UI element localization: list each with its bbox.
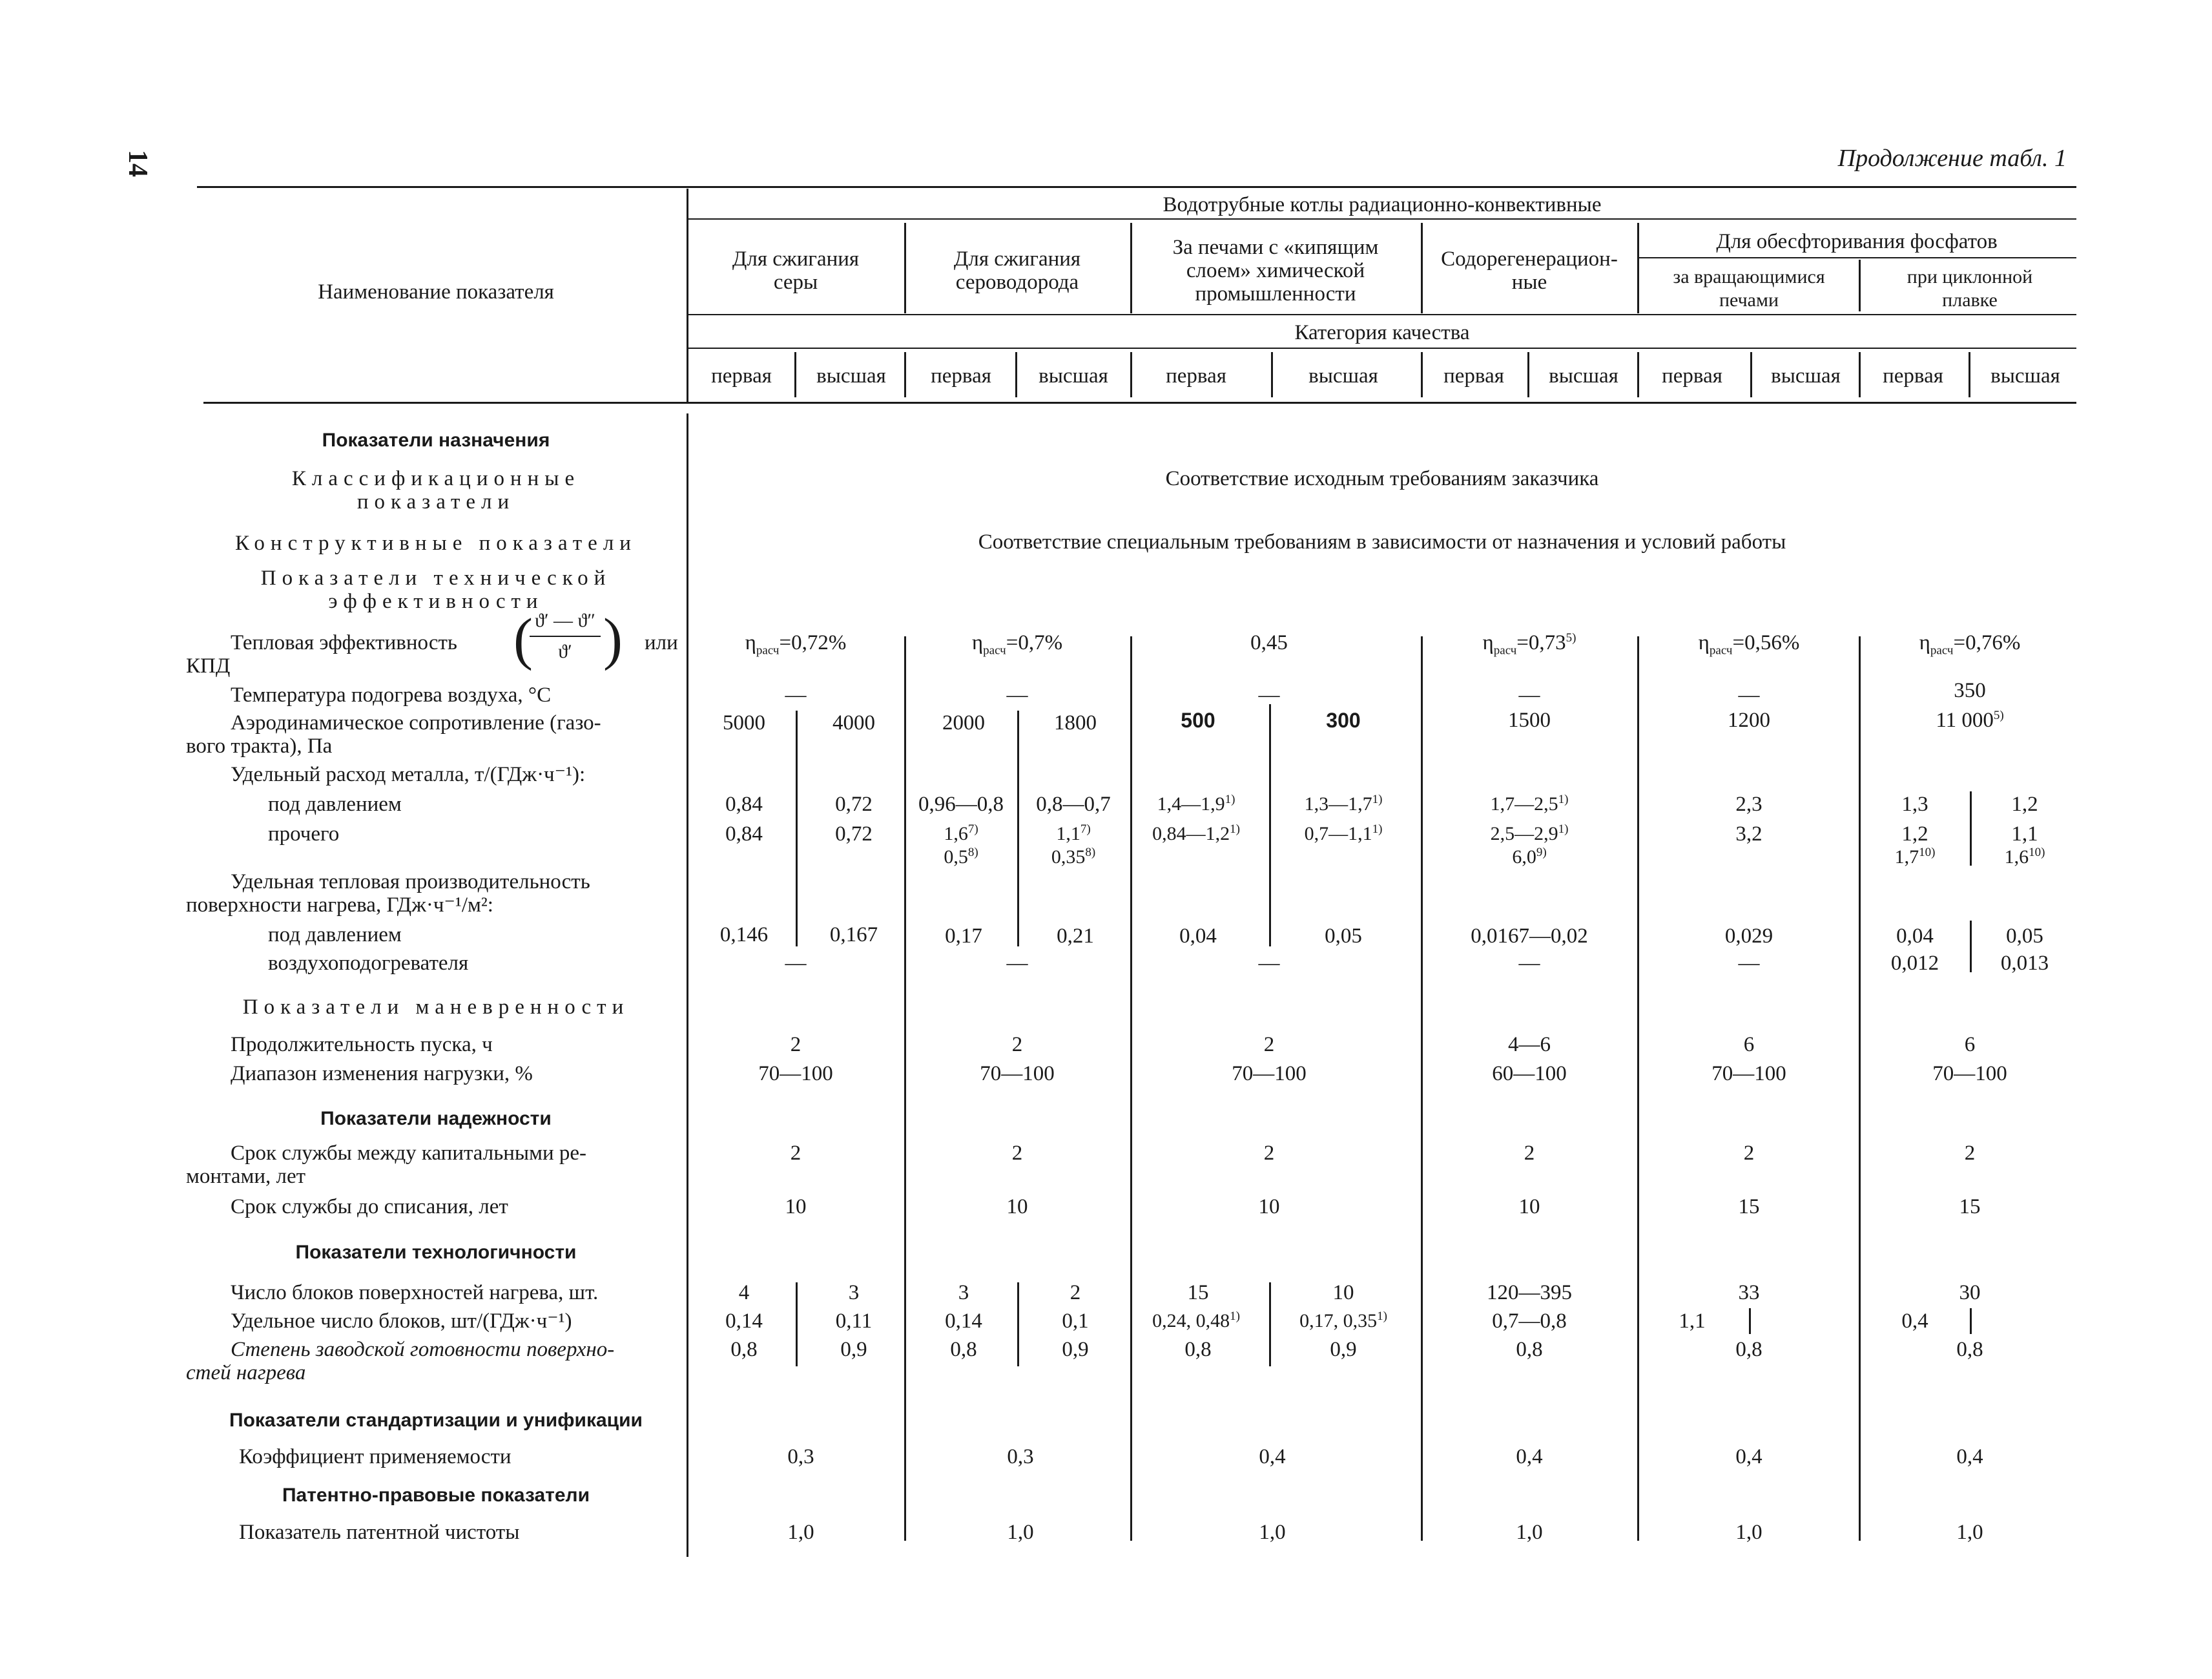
readiness-cell: 0,8 — [1735, 1338, 1762, 1361]
thermal-label: Тепловая эффективность — [231, 631, 457, 654]
inner-div — [1269, 1282, 1271, 1366]
loadrange-cell: 60—100 — [1492, 1062, 1567, 1085]
airtemp-col1: — — [785, 683, 807, 707]
cat-div — [1527, 352, 1529, 397]
blocks-cell: 30 — [1959, 1281, 1981, 1304]
metal-up-cell: 1,7—2,5$^{1)}$ — [1490, 793, 1569, 815]
blocks-cell: 120—395 — [1487, 1281, 1572, 1304]
metal-oth2-cell: 0,5$^{8)}$ — [944, 846, 978, 868]
heatprod-pressure-label: под давлением — [268, 923, 402, 946]
col5-header-l2: печами — [1719, 289, 1779, 311]
specblocks-cell: 1,1 — [1679, 1309, 1706, 1333]
startup-label: Продолжительность пуска, ч — [231, 1033, 493, 1056]
life-cell: 10 — [1006, 1195, 1028, 1218]
eta-col5: $\eta_{расч}=0,56\%$ — [1698, 631, 1800, 658]
section-patent: Патентно-правовые показатели — [282, 1485, 590, 1506]
startup-cell: 2 — [1263, 1033, 1275, 1056]
hdr-div — [1637, 223, 1639, 313]
body-div — [1421, 636, 1423, 1541]
metal-up-cell: 1,3—1,7$^{1)}$ — [1304, 793, 1383, 815]
startup-cell: 2 — [1011, 1033, 1023, 1056]
col3-header-l2: слоем» химической — [1186, 259, 1365, 282]
eta-col4: $\eta_{расч}=0,73^{5)}$ — [1482, 631, 1576, 658]
hdr-div — [1421, 223, 1423, 313]
applic-cell: 0,3 — [1007, 1445, 1034, 1468]
category-rule — [688, 348, 2076, 349]
cat-highest: высшая — [1308, 364, 1378, 388]
specblocks-label: Удельное число блоков, шт/(ГДж·ч⁻¹) — [231, 1309, 572, 1333]
service-cell: 2 — [1743, 1142, 1755, 1165]
section-purpose: Показатели назначения — [322, 430, 550, 451]
cat-first: первая — [1166, 364, 1226, 388]
classif-value: Соответствие исходным требованиям заказчика — [1165, 467, 1599, 490]
life-cell: 10 — [1518, 1195, 1540, 1218]
fraction-bar — [530, 636, 601, 637]
readiness-cell: 0,8 — [950, 1338, 977, 1361]
hp-cell: 0,146 — [719, 923, 769, 946]
top-rule — [197, 186, 2076, 188]
applic-cell: 0,4 — [1259, 1445, 1286, 1468]
metal-other-label: прочего — [268, 822, 340, 846]
aero-cell: 2000 — [942, 711, 985, 735]
continuation-caption: Продолжение табл. 1 — [1837, 145, 2067, 172]
maneuver-label: Показатели маневренности — [242, 996, 630, 1019]
constr-label: Конструктивные показатели — [235, 532, 637, 555]
airtemp-label: Температура подогрева воздуха, °С — [231, 683, 552, 707]
inner-div — [1017, 1282, 1019, 1366]
inner-div — [1970, 921, 1972, 972]
specblocks-cell: 0,14 — [945, 1309, 982, 1333]
loadrange-cell: 70—100 — [980, 1062, 1055, 1085]
col4-header-l1: Содорегенерацион- — [1441, 247, 1618, 271]
section-tech: Показатели технологичности — [295, 1242, 577, 1263]
blocks-cell: 33 — [1738, 1281, 1760, 1304]
body-div — [1130, 636, 1132, 1541]
eta-col3: 0,45 — [1250, 631, 1288, 654]
label-col-divider-body — [687, 413, 688, 1557]
metal-oth2-cell: 6,0$^{9)}$ — [1512, 846, 1547, 868]
group-rule — [688, 218, 2076, 220]
cat-div — [904, 352, 906, 397]
cat-highest: высшая — [1990, 364, 2060, 388]
loadrange-cell: 70—100 — [758, 1062, 833, 1085]
blocks-cell: 2 — [1070, 1281, 1081, 1304]
col4-header-l2: ные — [1511, 271, 1547, 294]
metal-up-cell: 0,84 — [725, 793, 763, 816]
metal-oth-cell: 0,84—1,2$^{1)}$ — [1152, 822, 1240, 844]
metal-oth-cell: 1,6$^{7)}$ — [944, 822, 978, 844]
techeff-label-l1: Показатели технической — [260, 567, 612, 590]
eta-col2: $\eta_{расч}=0,7\%$ — [971, 631, 1063, 658]
metal-oth2-cell: 1,7$^{10)}$ — [1894, 846, 1936, 868]
aero-label-l2: вого тракта), Па — [186, 735, 333, 758]
applic-cell: 0,4 — [1735, 1445, 1762, 1468]
page-number: 14 — [123, 150, 152, 177]
service-cell: 2 — [1011, 1142, 1023, 1165]
cat-highest: высшая — [1771, 364, 1841, 388]
metal-oth-cell: 2,5—2,9$^{1)}$ — [1490, 822, 1569, 844]
cat-div — [1421, 352, 1423, 397]
life-cell: 15 — [1959, 1195, 1981, 1218]
readiness-cell: 0,8 — [1956, 1338, 1983, 1361]
classif-label-l1: Классификационные — [291, 467, 581, 490]
hp-cell: 0,21 — [1057, 924, 1094, 948]
inner-div — [796, 1282, 798, 1366]
loadrange-cell: 70—100 — [1932, 1062, 2007, 1085]
specblocks-cell: 0,1 — [1062, 1309, 1089, 1333]
metal-oth-cell: 0,72 — [835, 822, 873, 846]
cat-highest: высшая — [1549, 364, 1618, 388]
metal-up-cell: 2,3 — [1735, 793, 1762, 816]
cat-first: первая — [931, 364, 991, 388]
patent-cell: 1,0 — [1007, 1521, 1034, 1544]
patent-cell: 1,0 — [1259, 1521, 1286, 1544]
cat-first: первая — [1662, 364, 1722, 388]
specblocks-cell: 0,17, 0,35$^{1)}$ — [1299, 1309, 1387, 1331]
inner-div — [1269, 704, 1271, 946]
specblocks-cell: 0,7—0,8 — [1492, 1309, 1567, 1333]
hp-cell: 0,029 — [1724, 924, 1773, 948]
col3-header-l1: За печами с «кипящим — [1172, 236, 1379, 259]
hp-cell: 0,04 — [1179, 924, 1217, 948]
col5-header-l1: за вращающимися — [1673, 266, 1825, 287]
metal-up-cell: 0,96—0,8 — [918, 793, 1004, 816]
startup-cell: 4—6 — [1508, 1033, 1551, 1056]
hp-cell: 0,167 — [829, 923, 878, 946]
inner-div — [1017, 711, 1019, 946]
airtemp-col3: — — [1258, 683, 1280, 707]
blocks-cell: 3 — [848, 1281, 860, 1304]
aero-cell: 1800 — [1054, 711, 1097, 735]
metal-oth2-cell: 0,35$^{8)}$ — [1051, 846, 1096, 868]
service-cell: 2 — [1263, 1142, 1275, 1165]
cat-div — [1015, 352, 1017, 397]
loadrange-label: Диапазон изменения нагрузки, % — [231, 1062, 533, 1085]
applic-cell: 0,3 — [787, 1445, 814, 1468]
service-cell: 2 — [1964, 1142, 1976, 1165]
metal-up-cell: 1,3 — [1901, 793, 1928, 816]
blocks-cell: 3 — [958, 1281, 969, 1304]
heatprod-label-l1: Удельная тепловая производительность — [231, 870, 590, 893]
aero-cell: 11 000$^{5)}$ — [1936, 709, 2004, 732]
metal-oth-cell: 1,1 — [2011, 822, 2038, 846]
startup-cell: 6 — [1964, 1033, 1976, 1056]
kpd-label: КПД — [186, 654, 231, 678]
metal-oth-cell: 0,84 — [725, 822, 763, 846]
life-cell: 10 — [785, 1195, 807, 1218]
cat-div — [1130, 352, 1132, 397]
cat-div — [1969, 352, 1970, 397]
col2-header-l2: сероводорода — [955, 271, 1079, 294]
ah-cell: — — [1258, 952, 1280, 975]
eta-col1: $\eta_{расч}=0,72\%$ — [745, 631, 847, 658]
metal-pressure-label: под давлением — [268, 793, 402, 816]
inner-div — [1749, 1308, 1751, 1334]
cat-highest: высшая — [1039, 364, 1108, 388]
specblocks-cell: 0,24, 0,48$^{1)}$ — [1152, 1309, 1240, 1331]
techeff-label-l2: эффективности — [328, 590, 544, 613]
patent-cell: 1,0 — [1956, 1521, 1983, 1544]
airtemp-col6: 350 — [1954, 679, 1986, 702]
aero-cell: 4000 — [832, 711, 875, 735]
eta-col6: $\eta_{расч}=0,76\%$ — [1919, 631, 2021, 658]
life-label: Срок службы до списания, лет — [231, 1195, 508, 1218]
readiness-cell: 0,8 — [730, 1338, 758, 1361]
service-cell: 2 — [790, 1142, 801, 1165]
category-header: Категория качества — [1294, 321, 1470, 344]
aero-label-l1: Аэродинамическое сопротивление (газо- — [231, 711, 601, 735]
inner-div — [1970, 1308, 1972, 1334]
life-cell: 15 — [1738, 1195, 1760, 1218]
service-label-l2: монтами, лет — [186, 1165, 306, 1188]
loadrange-cell: 70—100 — [1232, 1062, 1307, 1085]
inner-div — [1970, 791, 1972, 866]
section-reliability: Показатели надежности — [320, 1108, 552, 1129]
loadrange-cell: 70—100 — [1711, 1062, 1786, 1085]
ah-cell: — — [1006, 952, 1028, 975]
blocks-cell: 10 — [1332, 1281, 1354, 1304]
classif-label-l2: показатели — [357, 490, 515, 514]
ah-cell: — — [1738, 952, 1760, 975]
applic-cell: 0,4 — [1516, 1445, 1543, 1468]
hp-cell: 0,17 — [945, 924, 982, 948]
metal-up-cell: 0,8—0,7 — [1036, 793, 1111, 816]
cat-highest: высшая — [816, 364, 886, 388]
readiness-cell: 0,8 — [1516, 1338, 1543, 1361]
cat-div — [1859, 352, 1861, 397]
thermal-or: или — [645, 631, 678, 654]
phosphate-header: Для обесфторивания фосфатов — [1716, 230, 1998, 253]
col6-header-l1: при циклонной — [1907, 266, 2033, 287]
cat-first: первая — [711, 364, 772, 388]
airtemp-col2: — — [1006, 683, 1028, 707]
applic-label: Коэффициент применяемости — [239, 1445, 512, 1468]
group-header: Водотрубные котлы радиационно-конвективные — [1163, 193, 1602, 216]
cat-first: первая — [1443, 364, 1504, 388]
metal-oth-cell: 1,2 — [1901, 822, 1928, 846]
life-cell: 10 — [1258, 1195, 1280, 1218]
specblocks-cell: 0,14 — [725, 1309, 763, 1333]
cat-div — [794, 352, 796, 397]
service-label-l1: Срок службы между капитальными ре- — [231, 1142, 587, 1165]
blocks-label: Число блоков поверхностей нагрева, шт. — [231, 1281, 599, 1304]
hdr-div — [904, 223, 906, 313]
phosphate-rule — [1637, 257, 2076, 258]
patentpurity-label: Показатель патентной чистоты — [239, 1521, 520, 1544]
aero-cell: 500 — [1181, 709, 1215, 732]
fraction-denominator: ϑ′ — [558, 641, 572, 662]
blocks-cell: 4 — [738, 1281, 750, 1304]
aero-cell: 1500 — [1508, 709, 1551, 732]
specblocks-cell: 0,11 — [835, 1309, 873, 1333]
metal-oth-cell: 3,2 — [1735, 822, 1762, 846]
readiness-cell: 0,9 — [840, 1338, 867, 1361]
hp-cell: 0,05 — [1325, 924, 1362, 948]
label-col-divider — [687, 189, 688, 402]
paren-left: ( — [513, 607, 533, 671]
readiness-label-l1: Степень заводской готовности поверхно- — [231, 1338, 615, 1361]
cat-first: первая — [1883, 364, 1943, 388]
col2-header-l1: Для сжигания — [953, 247, 1081, 271]
section-standardization: Показатели стандартизации и унификации — [229, 1410, 643, 1431]
readiness-cell: 0,9 — [1330, 1338, 1357, 1361]
aero-cell: 1200 — [1728, 709, 1770, 732]
col3-header-l3: промышленности — [1195, 282, 1356, 306]
readiness-cell: 0,9 — [1062, 1338, 1089, 1361]
readiness-cell: 0,8 — [1184, 1338, 1212, 1361]
body-div — [904, 636, 906, 1541]
hp-cell: 0,0167—0,02 — [1471, 924, 1588, 948]
airheater-label: воздухоподогревателя — [268, 952, 469, 975]
airtemp-col5: — — [1738, 683, 1760, 707]
metal-oth2-cell: 1,6$^{10)}$ — [2004, 846, 2045, 868]
col1-header-l1: Для сжигания — [732, 247, 860, 271]
specblocks-cell: 0,4 — [1901, 1309, 1928, 1333]
service-cell: 2 — [1524, 1142, 1535, 1165]
col1-header-l2: серы — [773, 271, 818, 294]
patent-cell: 1,0 — [787, 1521, 814, 1544]
hdr-div — [1859, 260, 1861, 311]
startup-cell: 2 — [790, 1033, 801, 1056]
ah-cell: — — [785, 952, 807, 975]
constr-value: Соответствие специальным требованиям в зависимости от назначения и условий работы — [978, 530, 1786, 554]
metal-label: Удельный расход металла, т/(ГДж·ч⁻¹): — [231, 763, 586, 786]
metal-oth-cell: 0,7—1,1$^{1)}$ — [1304, 822, 1383, 844]
patent-cell: 1,0 — [1735, 1521, 1762, 1544]
inner-div — [796, 711, 798, 946]
metal-up-cell: 1,4—1,9$^{1)}$ — [1157, 793, 1235, 815]
fraction-numerator: ϑ′ — ϑ″ — [535, 610, 595, 631]
metal-up-cell: 1,2 — [2011, 793, 2038, 816]
name-col-header: Наименование показателя — [318, 280, 554, 304]
patent-cell: 1,0 — [1516, 1521, 1543, 1544]
ah-cell: 0,013 — [2000, 952, 2049, 975]
hp-cell: 0,05 — [2006, 924, 2043, 948]
ah-cell: 0,012 — [1890, 952, 1939, 975]
ah-cell: — — [1518, 952, 1540, 975]
cat-div — [1637, 352, 1639, 397]
aero-cell: 5000 — [723, 711, 765, 735]
startup-cell: 6 — [1743, 1033, 1755, 1056]
body-div — [1637, 636, 1639, 1541]
header-bottom-rule — [203, 402, 2076, 404]
heatprod-label-l2: поверхности нагрева, ГДж·ч⁻¹/м²: — [186, 893, 493, 917]
subhead-rule — [688, 314, 2076, 315]
applic-cell: 0,4 — [1956, 1445, 1983, 1468]
cat-div — [1271, 352, 1273, 397]
metal-oth-cell: 1,1$^{7)}$ — [1056, 822, 1091, 844]
col6-header-l2: плавке — [1942, 289, 1998, 311]
airtemp-col4: — — [1518, 683, 1540, 707]
aero-cell: 300 — [1326, 709, 1361, 732]
paren-right: ) — [603, 607, 623, 671]
hp-cell: 0,04 — [1896, 924, 1934, 948]
blocks-cell: 15 — [1187, 1281, 1209, 1304]
cat-div — [1750, 352, 1752, 397]
metal-up-cell: 0,72 — [835, 793, 873, 816]
hdr-div — [1130, 223, 1132, 313]
readiness-label-l2: стей нагрева — [186, 1361, 306, 1384]
body-div — [1859, 636, 1861, 1541]
